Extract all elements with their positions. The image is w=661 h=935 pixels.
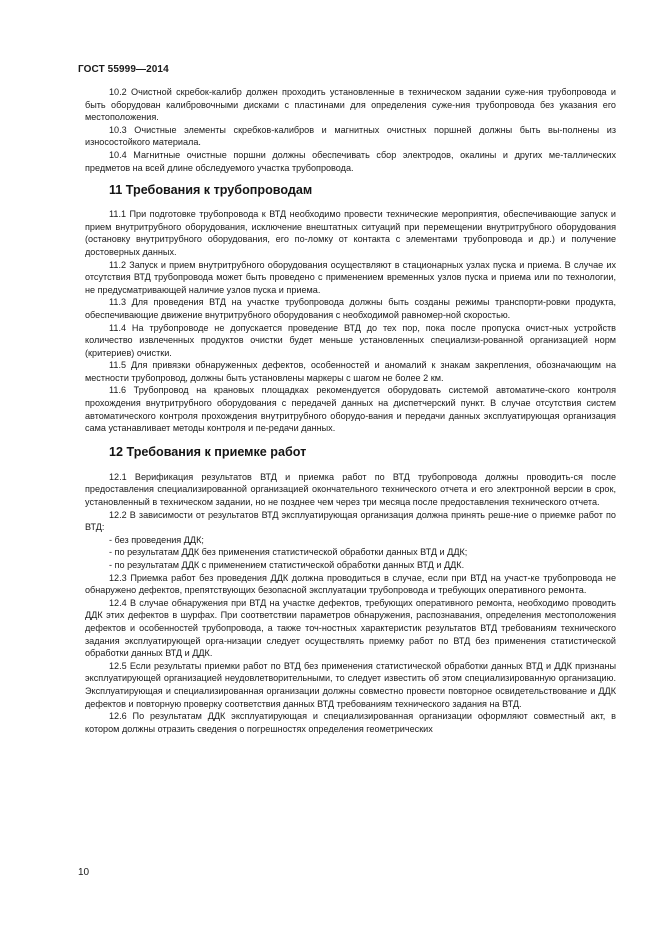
page-number: 10 — [78, 867, 90, 878]
paragraph-11-6: 11.6 Трубопровод на крановых площадках рекомендуется оборудовать системой автоматиче-ского контроля прохождения внутритрубного оборудования с передачей данных на диспетчерский пункт. В случае отсутствия систем автоматического контроля прохождения внутритрубного оборудо-вания и передачи данных эксплуатирующая организация сама устанавливает методы контроля и пе-редачи данных. — [85, 385, 616, 434]
list-item-no-ddk: - без проведения ДДК; — [109, 534, 204, 545]
standard-header: ГОСТ 55999—2014 — [78, 64, 169, 75]
paragraph-10-2: 10.2 Очистной скребок-калибр должен проходить установленные в техническом задании суже-ния трубопровода и быть оборудован калибровочными дисками с пластинами для определения суже-ния трубопровода без указания его местоположения. — [85, 87, 616, 123]
paragraph-10-4: 10.4 Магнитные очистные поршни должны обеспечивать сбор электродов, окалины и других ме-таллических предметов на всей длине обследуемого участка трубопровода. — [85, 149, 616, 173]
paragraph-12-2: 12.2 В зависимости от результатов ВТД эксплуатирующая организация должна принять реше-ние о приемке работ по ВТД: — [85, 509, 616, 533]
list-item-ddk-without-stats: - по результатам ДДК без применения статистической обработки данных ВТД и ДДК; — [109, 547, 468, 558]
list-item-ddk-with-stats: - по результатам ДДК с применением статистической обработки данных ВТД и ДДК. — [109, 560, 465, 570]
paragraph-11-5: 11.5 Для привязки обнаруженных дефектов, особенностей и аномалий к знакам закрепления, обозначающим на местности трубопровод, должны быть установлены маркеры с шагом не более 2 км. — [85, 360, 616, 383]
section-11-heading: 11 Требования к трубопроводам — [109, 183, 313, 198]
paragraph-12-6: 12.6 По результатам ДДК эксплуатирующая и специализированная организации оформляют совместный акт, в котором должны отразить сведения о погрешностях определения геометрических — [85, 711, 616, 734]
paragraph-12-4: 12.4 В случае обнаружения при ВТД на участке дефектов, требующих оперативного ремонта, необходимо проводить ДДК этих дефектов в шурфах. При соответствии параметров обнаружения, распознавания, определения местоположения дефектов и особенностей трубопровода, а также точ-ностных характеристик результатов ВТД требованиям технического задания эксплуатирующей орга-низации следует осуществлять приемку работ по ВТД без применения статистической обработки данных ВТД и ДДК. — [85, 597, 616, 659]
paragraph-10-3: 10.3 Очистные элементы скребков-калибров и магнитных очистных поршней должны быть вы-полнены из износостойкого материала. — [85, 124, 616, 148]
paragraph-12-5: 12.5 Если результаты приемки работ по ВТД без применения статистической обработки данных ВТД и ДДК признаны эксплуатирующей организацией неудовлетворительными, то следует известить об этом специализированную организацию. Эксплуатирующая и специализированная организации должны совместно провести повторное освидетельствование и ДДК дефектов и повторную проверку соответствия данных ВТД требованиям технического задания на ВТД. — [85, 660, 616, 709]
paragraph-12-1: 12.1 Верификация результатов ВТД и приемка работ по ВТД трубопровода должны проводить-ся после предоставления специализированной организацией окончательного технического отчета и его электронной версии в срок, установленный в техническом задании, но не позднее чем через три месяца после предоставления технического отчета. — [85, 471, 616, 508]
paragraph-11-4: 11.4 На трубопроводе не допускается проведение ВТД до тех пор, пока после пропуска очист-ных устройств количество извлеченных продуктов очистки будет меньше установленных специализи-рованной организацией норм (критериев) очистки. — [85, 322, 616, 358]
paragraph-11-1: 11.1 При подготовке трубопровода к ВТД необходимо провести технические мероприятия, обеспечивающие запуск и прием внутритрубного оборудования, исключение внештатных ситуаций при перемещении внутритрубного оборудования (остановку внутритрубного оборудования, его по-ломку от контакта с элементами трубопровода и др.) и получение достоверных данных. — [85, 209, 616, 257]
paragraph-11-2: 11.2 Запуск и прием внутритрубного оборудования осуществляют в стационарных узлах пуска и приема. В случае их отсутствия ВТД трубопровода может быть проведено с применением временных узлов пуска и приема или по технологии, не предусматривающей наличие узлов пуска и приема. — [85, 259, 616, 295]
document-body — [85, 86, 616, 735]
paragraph-11-3: 11.3 Для проведения ВТД на участке трубопровода должны быть созданы режимы транспорти-ровки продукта, обеспечивающие движение внутритрубного оборудования с необходимой равномер-ной скоростью. — [85, 297, 616, 320]
paragraph-12-3: 12.3 Приемка работ без проведения ДДК должна проводиться в случае, если при ВТД на участ-ке трубопровода не обнаружено дефектов, препятствующих безопасной эксплуатации трубопровода и требующих оперативного ремонта. — [85, 572, 616, 596]
section-12-heading: 12 Требования к приемке работ — [109, 444, 307, 459]
